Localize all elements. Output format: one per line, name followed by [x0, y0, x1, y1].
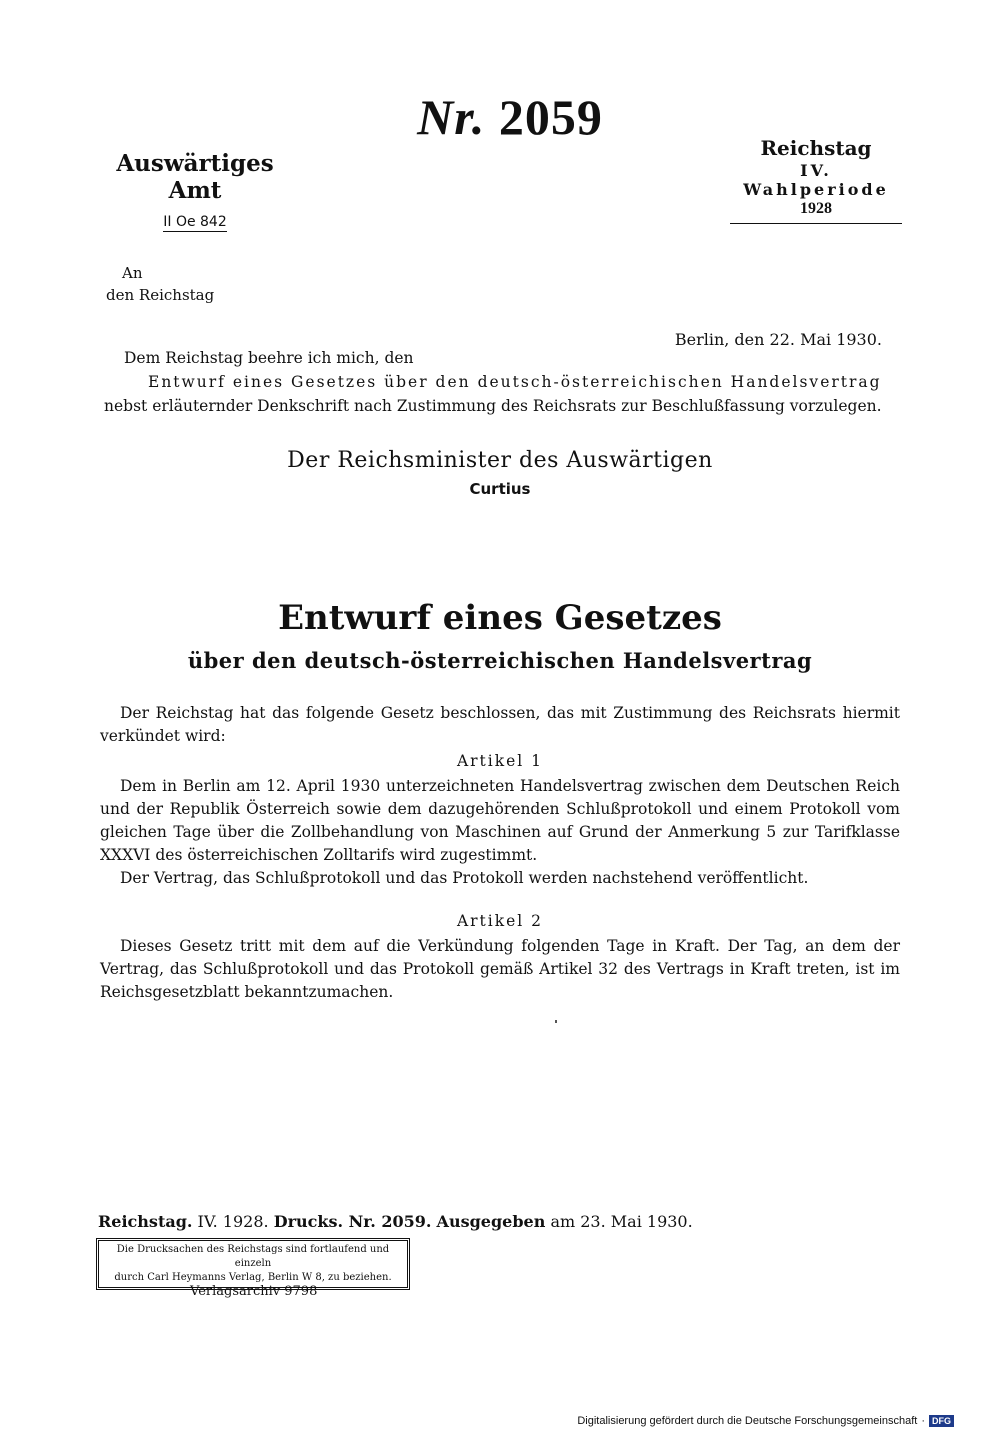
footer-issued-date: am 23. Mai 1930. [550, 1212, 693, 1231]
credit-separator: · [921, 1415, 925, 1427]
law-body [100, 702, 900, 1004]
law-subtitle: über den deutsch-österreichischen Handelsvertrag [187, 648, 813, 673]
article-1-paragraph-2: Der Vertrag, das Schlußprotokoll und das Protokoll werden nachstehend veröffentlicht. [120, 869, 809, 887]
article-1-heading: Artikel 1 [456, 752, 544, 770]
reichstag-underline [730, 221, 902, 224]
document-number-prefix: Nr. [417, 89, 486, 145]
document-number [400, 88, 620, 146]
speck-mark [555, 1020, 557, 1023]
addressee-line-2: den Reichstag [106, 286, 215, 304]
reichstag-block [730, 136, 902, 224]
addressee-line-1: An [122, 264, 143, 282]
footer-drucksache: Drucks. Nr. 2059. [273, 1212, 432, 1231]
document-number-value: 2059 [498, 89, 603, 145]
reichstag-title: Reichstag [760, 136, 872, 160]
office-name: Auswärtiges Amt [116, 150, 274, 204]
cover-letter [104, 346, 904, 418]
digitization-credit [577, 1415, 954, 1427]
spacer [100, 890, 900, 908]
article-2-heading: Artikel 2 [456, 912, 544, 930]
law-title: Entwurf eines Gesetzes [278, 598, 722, 638]
letter-line-1: Dem Reichstag beehre ich mich, den [124, 349, 414, 367]
footer-issued-label: Ausgegeben [436, 1212, 546, 1231]
footer-reichstag: Reichstag. [98, 1212, 193, 1231]
article-2-paragraph-1: Dieses Gesetz tritt mit dem auf die Verkündung folgenden Tage in Kraft. Der Tag, an dem der Vertrag, das Schlußprotokoll und das Protokoll gemäß Artikel 32 des Vertrags in Kraft treten, ist im Reichsgesetzblatt bekanntzumachen. [100, 937, 900, 1001]
reichstag-period: IV. Wahlperiode [743, 161, 889, 199]
distribution-notice-box [98, 1240, 408, 1288]
notice-line-1: Die Drucksachen des Reichstags sind fortlaufend und einzeln [116, 1244, 390, 1269]
minister-title: Der Reichsminister des Auswärtigen [287, 448, 713, 473]
letter-line-2: Entwurf eines Gesetzes über den deutsch-österreichischen Handelsvertrag [148, 373, 882, 391]
letter-line-3: nebst erläuternder Denkschrift nach Zustimmung des Reichsrats zur Beschlußfassung vorzulegen. [104, 397, 882, 415]
publisher-archive-number: Verlagsarchiv 9798 [190, 1284, 318, 1299]
minister-signature: Curtius [469, 480, 531, 498]
office-reference: II Oe 842 [163, 214, 227, 230]
law-preamble: Der Reichstag hat das folgende Gesetz beschlossen, das mit Zustimmung des Reichsrats hiermit verkündet wird: [100, 704, 900, 745]
dfg-logo-icon: DFG [929, 1415, 954, 1427]
footer-period: IV. 1928. [197, 1212, 269, 1231]
issuing-office [90, 150, 300, 232]
credit-text: Digitalisierung gefördert durch die Deutsche Forschungsgemeinschaft [577, 1415, 918, 1427]
print-footer [98, 1212, 693, 1231]
place-date: Berlin, den 22. Mai 1930. [674, 330, 882, 349]
notice-line-2: durch Carl Heymanns Verlag, Berlin W 8, zu beziehen. [114, 1272, 392, 1283]
reichstag-year: 1928 [800, 200, 832, 217]
article-1-paragraph-1: Dem in Berlin am 12. April 1930 unterzeichneten Handelsvertrag zwischen dem Deutschen Reich und der Republik Österreich sowie dem dazugehörenden Schlußprotokoll und einem Protokoll vom gleichen Tage über die Zollbehandlung von Maschinen auf Grund der Anmerkung 5 zur Tarifklasse XXXVI des österreichischen Zolltarifs wird zugestimmt. [100, 777, 900, 864]
addressee [106, 262, 214, 306]
